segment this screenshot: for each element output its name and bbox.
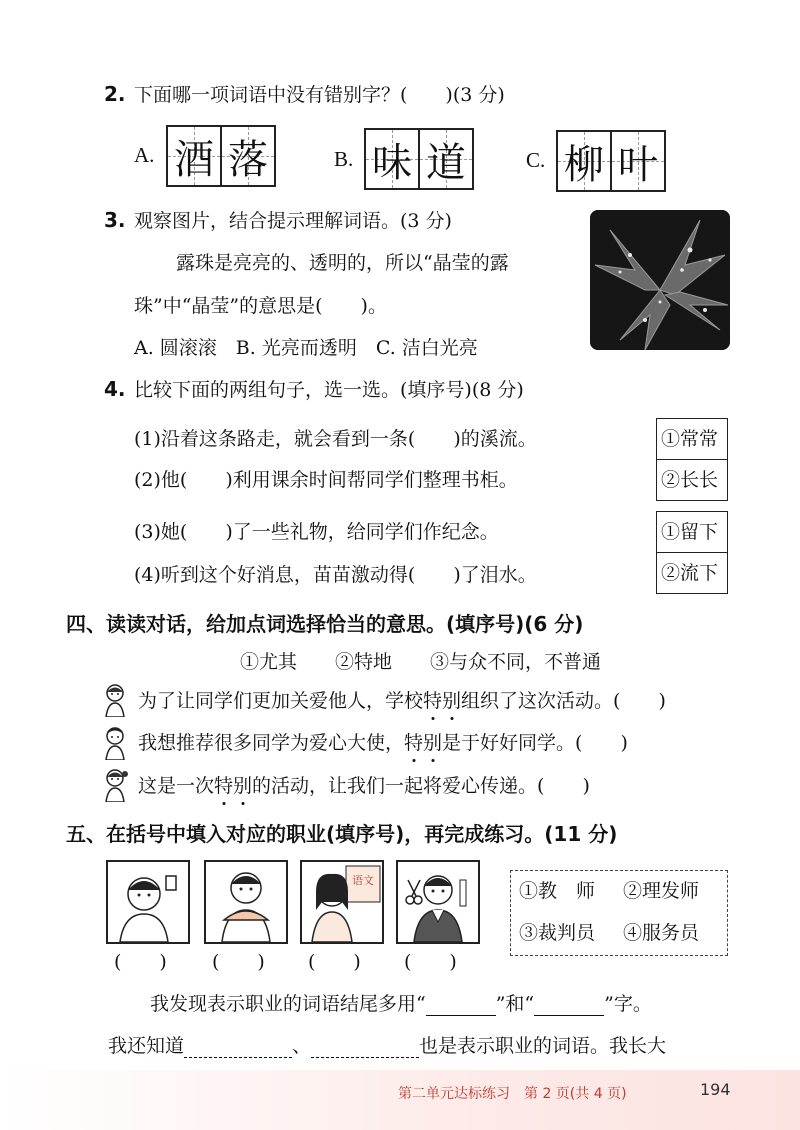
char-cell: 落 <box>220 127 274 185</box>
char-cell: 叶 <box>610 132 664 190</box>
barber-picture <box>396 860 480 944</box>
q2-option-a-grid[interactable] <box>166 125 276 187</box>
q3-number: 3. <box>104 208 126 232</box>
blank-3[interactable] <box>184 1037 292 1058</box>
choice-waiter: ④服务员 <box>623 922 700 944</box>
referee-picture <box>106 860 190 944</box>
page-number: 194 <box>700 1080 731 1099</box>
option-item: ②长长 <box>657 459 727 500</box>
choice-teacher: ①教 师 <box>519 880 596 902</box>
q4-options-box-1 <box>656 418 728 501</box>
choice-barber: ②理发师 <box>623 880 700 902</box>
q2-option-a-letter[interactable]: A. <box>134 143 155 167</box>
q4-options-box-2 <box>656 511 728 594</box>
bracket-1[interactable]: ( ) <box>114 951 167 973</box>
q4-sentence-3: (3)她( )了一些礼物，给同学们作纪念。 <box>134 521 499 543</box>
boy-avatar-icon <box>100 726 130 764</box>
char-cell: 道 <box>418 130 472 188</box>
sec5-line-1: 我发现表示职业的词语结尾多用“ ”和“ ”字。 <box>150 993 652 1015</box>
dialog-line-2: 我想推荐很多同学为爱心大使，特 别 是于好好同学。( ) <box>138 731 628 755</box>
choice-referee: ③裁判员 <box>519 922 596 944</box>
dew-leaf-image <box>590 210 730 350</box>
girl-pigtail-avatar-icon <box>100 768 130 806</box>
bracket-2[interactable]: ( ) <box>212 951 265 973</box>
q2-option-c-grid[interactable] <box>556 130 666 192</box>
q4-text: 比较下面的两组句子，选一选。(填序号)(8 分) <box>134 379 524 401</box>
dialog-line-1: 为了让同学们更加关爱他人，学校特 别 组织了这次活动。( ) <box>138 689 666 713</box>
q2-text: 下面哪一项词语中没有错别字？( )(3 分) <box>134 84 505 106</box>
q2-option-b-letter[interactable]: B. <box>334 147 354 171</box>
girl-avatar-icon <box>100 683 130 721</box>
char-cell: 酒 <box>168 127 220 185</box>
bracket-4[interactable]: ( ) <box>404 951 457 973</box>
option-item: ①留下 <box>661 521 719 543</box>
profession-choices-box <box>510 870 728 956</box>
option-item: ①常常 <box>661 428 719 450</box>
char-cell: 味 <box>366 130 418 188</box>
section-4-title: 四、读读对话，给加点词选择恰当的意思。(填序号)(6 分) <box>66 612 584 636</box>
q3-text: 观察图片，结合提示理解词语。(3 分) <box>134 210 452 232</box>
blank-4[interactable] <box>311 1037 419 1058</box>
footer-label: 第二单元达标练习 第 2 页(共 4 页) <box>398 1086 627 1102</box>
leaf-illustration <box>590 210 730 350</box>
section-4-meanings: ①尤其 ②特地 ③与众不同，不普通 <box>240 651 602 673</box>
q4-sentence-2: (2)他( )利用课余时间帮同学们整理书柜。 <box>134 469 518 491</box>
q2-option-c-letter[interactable]: C. <box>526 148 546 172</box>
bracket-3[interactable]: ( ) <box>308 951 361 973</box>
q4-sentence-4: (4)听到这个好消息，苗苗激动得( )了泪水。 <box>134 564 537 586</box>
q2-option-b-grid[interactable] <box>364 128 474 190</box>
section-5-title: 五、在括号中填入对应的职业(填序号)，再完成练习。(11 分) <box>66 822 618 846</box>
sec5-line-2: 我还知道 、 也是表示职业的词语。我长大 <box>108 1035 667 1057</box>
option-item: ②流下 <box>657 552 727 593</box>
blank-1[interactable] <box>426 995 496 1016</box>
dialog-line-3: 这是一次特 别 的活动，让我们一起将爱心传递。( ) <box>138 774 590 798</box>
q3-line2: 珠”中“晶莹”的意思是( )。 <box>134 295 387 317</box>
teacher-picture <box>300 860 384 944</box>
char-cell: 柳 <box>558 132 610 190</box>
svg-text:语文: 语文 <box>352 874 374 887</box>
q3-line1: 露珠是亮亮的、透明的，所以“晶莹的露 <box>176 252 509 274</box>
waiter-picture <box>204 860 288 944</box>
q4-number: 4. <box>104 377 126 401</box>
q4-sentence-1: (1)沿着这条路走，就会看到一条( )的溪流。 <box>134 428 537 450</box>
q2-number: 2. <box>104 82 126 106</box>
blank-2[interactable] <box>534 995 604 1016</box>
q3-options[interactable]: A. 圆滚滚 B. 光亮而透明 C. 洁白光亮 <box>134 337 478 359</box>
